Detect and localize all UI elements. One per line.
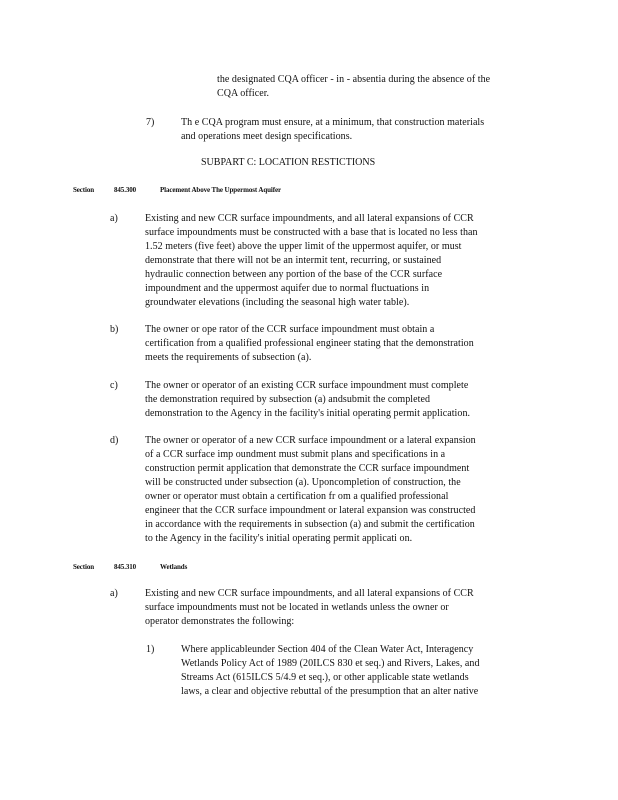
text-line: in accordance with the requirements in subsection (a) and submit the certification [145,519,475,530]
text-line: Existing and new CCR surface impoundments, and all lateral expansions of CCR [145,588,474,599]
subpart-heading: SUBPART C: LOCATION RESTICTIONS [201,157,376,168]
text-line: Th e CQA program must ensure, at a minimum, that construction materials [181,117,485,128]
text-line: Wetlands Policy Act of 1989 (20ILCS 830 et seq.) and Rivers, Lakes, and [181,658,480,669]
text-line: hydraulic connection between any portion of the base of the CCR surface [145,269,443,280]
text-line: The owner or operator of an existing CCR surface impoundment must complete [145,380,469,391]
text-line: certification from a qualified professional engineer stating that the demonstration [145,338,474,349]
text-line: the designated CQA officer - in - absentia during the absence of the [217,74,491,85]
text-line: of a CCR surface imp oundment must submit plans and specifications in a [145,449,446,460]
text-line: meets the requirements of subsection (a). [145,352,312,363]
text-line: to the Agency in the facility's initial operating permit applicati on. [145,533,413,544]
text-line: the demonstration required by subsection (a) andsubmit the completed [145,394,430,405]
item-marker: 7) [146,117,155,128]
text-line: demonstrate that there will not be an intermit tent, recurring, or sustained [145,255,442,266]
item-marker: c) [110,380,118,391]
section-label: Section [73,563,95,571]
text-line: CQA officer. [217,88,270,99]
text-line: groundwater elevations (including the seasonal high water table). [145,297,410,308]
section-title: Wetlands [160,563,188,571]
item-marker: a) [110,213,118,224]
text-line: laws, a clear and objective rebuttal of the presumption that an alter native [181,686,479,697]
section-number: 845.310 [114,563,137,571]
section-label: Section [73,186,95,194]
text-line: operator demonstrates the following: [145,616,295,627]
section-number: 845.300 [114,186,137,194]
text-line: construction permit application that demonstrate the CCR surface impoundment [145,463,470,474]
text-line: surface impoundments must be constructed with a base that is located no less than [145,227,478,238]
text-line: owner or operator must obtain a certification fr om a qualified professional [145,491,449,502]
text-line: The owner or ope rator of the CCR surface impoundment must obtain a [145,324,435,335]
text-line: The owner or operator of a new CCR surface impoundment or a lateral expansion [145,435,476,446]
text-line: impoundment and the uppermost aquifer due to normal fluctuations in [145,283,430,294]
text-line: Streams Act (615ILCS 5/4.9 et seq.), or other applicable state wetlands [181,672,469,683]
item-marker: 1) [146,644,155,655]
text-line: Where applicableunder Section 404 of the Clean Water Act, Interagency [181,644,474,655]
text-line: Existing and new CCR surface impoundments, and all lateral expansions of CCR [145,213,474,224]
text-line: demonstration to the Agency in the facility's initial operating permit application. [145,408,471,419]
text-line: surface impoundments must not be located in wetlands unless the owner or [145,602,449,613]
text-line: will be constructed under subsection (a). Uponcompletion of construction, the [145,477,461,488]
text-line: engineer that the CCR surface impoundment or lateral expansion was constructed [145,505,476,516]
section-title: Placement Above The Uppermost Aquifer [160,186,281,194]
item-marker: b) [110,324,119,335]
text-line: and operations meet design specifications. [181,131,353,142]
item-marker: a) [110,588,118,599]
text-line: 1.52 meters (five feet) above the upper limit of the uppermost aquifer, or must [145,241,462,252]
item-marker: d) [110,435,119,446]
